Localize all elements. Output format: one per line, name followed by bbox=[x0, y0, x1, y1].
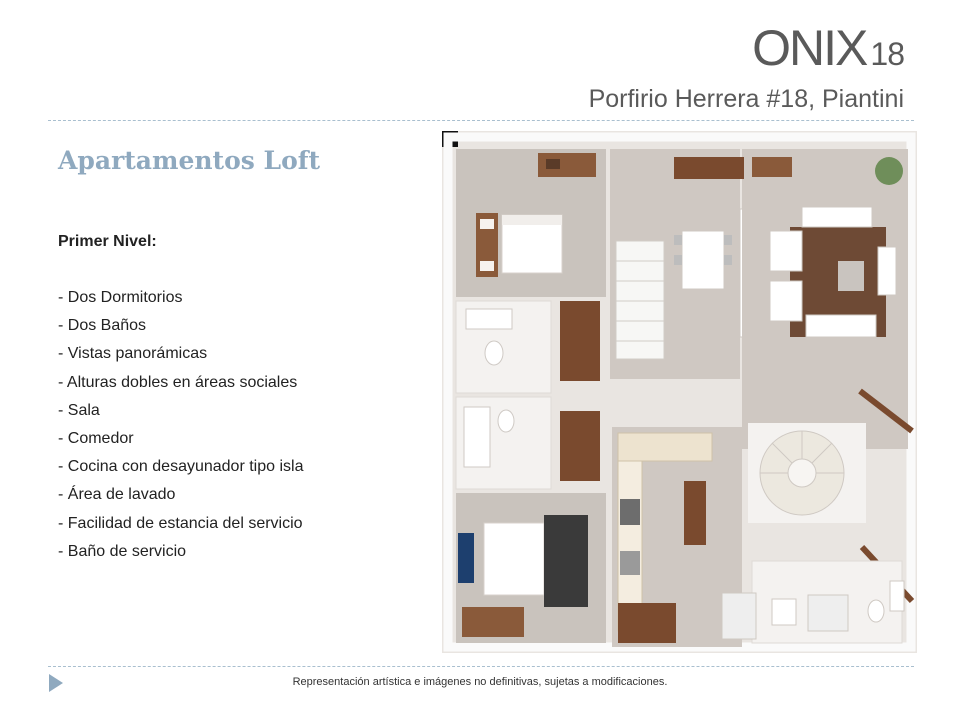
feature-item: - Dos Dormitorios bbox=[58, 289, 183, 306]
feature-item: - Facilidad de estancia del servicio bbox=[58, 514, 303, 532]
top-divider bbox=[48, 120, 914, 121]
feature-item: - Baño de servicio bbox=[58, 542, 187, 560]
brand-number: 18 bbox=[870, 36, 904, 72]
brand-logo bbox=[752, 22, 904, 74]
floor-plan-image bbox=[442, 131, 917, 653]
feature-item: - Sala bbox=[58, 401, 100, 419]
feature-item: - Área de lavado bbox=[58, 486, 176, 504]
page-title: Apartamentos Loft bbox=[58, 146, 321, 175]
address: Porfirio Herrera #18, Piantini bbox=[588, 85, 904, 113]
feature-item: - Alturas dobles en áreas sociales bbox=[58, 373, 298, 391]
feature-item: - Vistas panorámicas bbox=[58, 345, 208, 363]
level-heading: Primer Nivel: bbox=[58, 233, 157, 250]
brand-name: ONIX bbox=[752, 20, 867, 76]
feature-item: - Comedor bbox=[58, 429, 134, 447]
disclaimer: Representación artística e imágenes no definitivas, sujetas a modificaciones. bbox=[292, 676, 668, 688]
feature-item: - Cocina con desayunador tipo isla bbox=[58, 458, 304, 476]
feature-list bbox=[58, 286, 303, 568]
bottom-divider bbox=[48, 666, 914, 667]
feature-item: - Dos Baños bbox=[58, 317, 147, 335]
